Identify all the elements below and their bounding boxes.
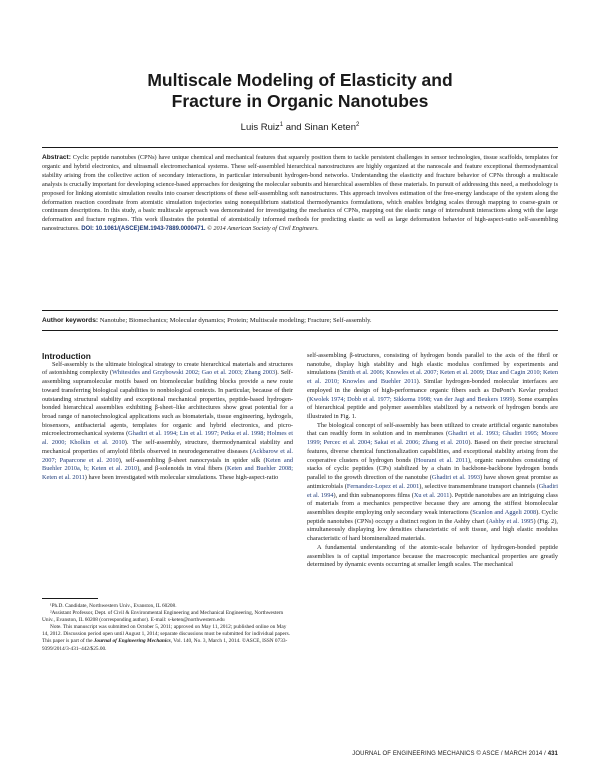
footnote: ¹Ph.D. Candidate, Northwestern Univ., Evanston, IL 60208. [50, 603, 177, 609]
paper-title [60, 70, 540, 112]
left-column [42, 352, 293, 483]
copyright-notice: © 2014 American Society of Civil Engineers. [207, 225, 319, 233]
footnote: ²Assistant Professor, Dept. of Civil & Environmental Engineering and Mechanical Engineering, Northwestern Univ., Evanston, IL 60208 (corresponding author). E-mail: s-keten@northwestern.edu [42, 610, 284, 624]
abstract-top-rule [42, 147, 558, 148]
citation-link[interactable]: Keten and Buehler 2010a, b; Keten et al. 2010 [42, 456, 294, 473]
keywords-label: Author keywords: [42, 317, 99, 324]
right-column [307, 352, 558, 570]
citation-link[interactable]: Whitesides and Grzybowski 2002; Gao et al. 2003; Zhang 2003 [111, 369, 276, 377]
body-paragraph: self-assembling β-structures, consisting of hydrogen bonds parallel to the axis of the fibril or nanotube, display high stability and high elastic modulus confirmed by experiments and simulations (Smith et al. 2006; Knowles et al. 2007; Keten et al. 2009; Diaz and Cagin 2010; Keten et al. 2010; Knowles and Buehler 2011). Similar hydrogen-bonded molecular interfaces are employed in the design of high-performance organic fibers such as DuPont’s Kevlar product (Kwolek 1974; Dobb et al. 1977; Sikkema 1998; van der Jagt and Beukers 1999). Some examples of hierarchical peptide and polymer assemblies stabilized by a network of hydrogen bonds are illustrated in Fig. 1. [307, 352, 558, 421]
page-number: 431 [547, 751, 558, 757]
footnotes [42, 603, 293, 653]
doi-link[interactable]: DOI: 10.1061/(ASCE)EM.1943-7889.0000471. [81, 226, 206, 233]
keywords-bottom-rule [42, 330, 558, 331]
author-affiliation-mark: 1 [279, 122, 284, 128]
citation-link[interactable]: Keten and Buehler 2008; Keten et al. 2011 [42, 465, 294, 482]
journal-footer-text: JOURNAL OF ENGINEERING MECHANICS © ASCE / MARCH 2014 / [352, 751, 546, 757]
author-keywords [42, 316, 558, 325]
author-conjunction: and [285, 122, 302, 134]
citation-link[interactable]: Xu et al. 2011 [413, 491, 450, 499]
citation-link[interactable]: Ashby et al. 1995 [488, 517, 534, 525]
citation-link[interactable]: Smith et al. 2006; Knowles et al. 2007; Keten et al. 2009; Diaz and Cagin 2010; Keten et al. 2010; Knowles and Buehler 2011 [307, 369, 558, 386]
author-name: Sinan Keten [304, 122, 356, 134]
citation-link[interactable]: Fernandez-Lopez et al. 2001 [346, 482, 420, 490]
citation-link[interactable]: Kwolek 1974; Dobb et al. 1977; Sikkema 1998; van der Jagt and Beukers 1999 [309, 395, 513, 403]
body-paragraph: A fundamental understanding of the atomic-scale behavior of hydrogen-bonded peptide assemblies is of capital importance because the macroscopic mechanical properties are greatly determined by dynamic events occurring at smaller length scales. The mechanical [307, 543, 558, 569]
citation-link[interactable]: Ackbarow et al. 2007; Paparcone et al. 2010 [42, 447, 293, 464]
citation-link[interactable]: Ghadiri et al. 1993 [431, 474, 481, 482]
citation-link[interactable]: Ghadiri et al. 1994; Lin et al. 1997; Petka et al. 1998; Holmes et al. 2000; Kholkin et al. 2010 [42, 430, 293, 447]
journal-name: Journal of Engineering Mechanics [93, 638, 171, 645]
citation-link[interactable]: Ghadiri et al. 1993; Ghadiri 1995; Moore 1999; Percec et al. 2004; Sakai et al. 2006; Zhang et al. 2010 [307, 430, 559, 447]
citation-link[interactable]: Scanlon and Aggeli 2008 [472, 508, 537, 516]
keywords-text: Nanotube; Biomechanics; Molecular dynamics; Protein; Multiscale modeling; Fracture; Self-assembly. [99, 317, 372, 324]
page-footer [352, 751, 558, 757]
author-list [60, 122, 540, 133]
abstract-text: Cyclic peptide nanotubes (CPNs) have unique chemical and mechanical features that squarely position them to tackle persistent challenges in sensor technologies, tissue scaffolds, templates for organic and hybrid electronics, and ultrasmall electromechanical systems. These self-assembled hierarchical nanostructures are highly organized at the nanoscale and feature exceptional thermodynamical stability arising from the collective action of secondary interactions, in particular intersubunit hydrogen-bond networks. Understanding the elasticity and fracture behavior of CPNs through a multiscale analysis is crucially important for developing science-based approaches for designing the molecular subunits and hierarchical assemblies of these materials. In pursuit of addressing this need, a methodology is proposed for linking atomistic simulation results into coarser descriptions of these self-assembling soft nanostructures. This approach involves estimation of the free-energy landscape of the system along the deformation reaction coordinate from atomistic simulation trajectories using nonequilibrium statistical thermodynamics formulations, which enables bridging scales through mapping to coarse-grain or continuum descriptions. In this study, a basic multiscale approach was demonstrated for investigating the mechanics of CPNs, mapping out the elastic range of intersubunit interactions along with the large deformation and fracture regimes. This work illustrates the potential of atomistically informed methods for predicting elastic as well as large deformation behavior of high-aspect-ratio self-assembling nanostructures. [42, 154, 559, 233]
author-name: Luis Ruiz [240, 122, 280, 134]
body-paragraph: The biological concept of self-assembly has been utilized to create artificial organic nanotubes that can readily form in solution and in membranes (Ghadiri et al. 1993; Ghadiri 1995; Moore 1999; Percec et al. 2004; Sakai et al. 2006; Zhang et al. 2010). Based on their precise structural features, diverse chemical functionalization capabilities, and exceptional stability arising from the cooperative clusters of hydrogen bonds (Hourani et al. 2011), organic nanotubes consisting of stacks of cyclic peptides (CPs) stabilized by a chain in backbone-backbone hydrogen bonds parallel to the growth direction of the nanotube (Ghadiri et al. 1993) have shown great promise as antimicrobials (Fernandez-Lopez et al. 2001), selective transmembrane transport channels (Ghadiri et al. 1994), and thin subnanopores films (Xu et al. 2011). Peptide nanotubes are an intriguing class of materials from a mechanics perspective because they are among the stiffest biomolecular assemblies despite employing only secondary weak interactions (Scanlon and Aggeli 2008). Cyclic peptide nanotubes (CPNs) occupy a distinct region in the Ashby chart (Ashby et al. 1995) (Fig. 2), simultaneously displaying low densities characteristic of soft tissue, and high elastic modulus characteristic of hard biomineralized materials. [307, 421, 559, 543]
body-paragraph: Self-assembly is the ultimate biological strategy to create hierarchical materials and structures of astonishing complexity (Whitesides and Grzybowski 2002; Gao et al. 2003; Zhang 2003). Self-assembling supramolecular motifs based on biomolecular building blocks provide a new route toward transferring biological capabilities to nonbiological contexts. In particular, because of their outstanding structural stability and exceptional mechanical properties, peptide-based hydrogen-bonded hierarchical assemblies exhibiting β-sheet–like architectures show great potential for a broad range of nanotechnological applications such as biomaterials, tissue engineering, hydrogels, biosensors, antibacterial agents, templates for organic and hybrid electronics, and picro-microelectromechanical systems (Ghadiri et al. 1994; Lin et al. 1997; Petka et al. 1998; Holmes et al. 2000; Kholkin et al. 2010). The self-assembly, structure, thermodynamical stability and mechanical properties of amyloid fibrils observed in neurodegenerative diseases (Ackbarow et al. 2007; Paparcone et al. 2010), self-assembling β-sheet nanocrystals in spider silk (Keten and Buehler 2010a, b; Keten et al. 2010), and β-solenoids in viral fibers (Keten and Buehler 2008; Keten et al. 2011) have been investigated with molecular simulations. These high-aspect-ratio [42, 360, 294, 482]
author-affiliation-mark: 2 [355, 122, 360, 128]
citation-link[interactable]: Ghadiri et al. 1994 [307, 482, 558, 499]
title-line-1: Multiscale Modeling of Elasticity and [147, 70, 453, 90]
footnote-rule [42, 598, 98, 599]
section-heading: Introduction [42, 351, 91, 361]
footnote: Note. This manuscript was submitted on October 5, 2011; approved on May 11, 2012; published online on May 14, 2012. Discussion period open until August 1, 2014; separate discussions must be submitted for individual papers. This paper is part of the Journal of Engineering Mechanics, Vol. 140, No. 3, March 1, 2014. ©ASCE, ISSN 0733-9399/2014/3-431–442/$25.00. [42, 624, 291, 652]
title-line-2: Fracture in Organic Nanotubes [171, 91, 429, 111]
abstract-bottom-rule [42, 310, 558, 311]
citation-link[interactable]: Hourani et al. 2011 [415, 456, 468, 464]
abstract [42, 154, 558, 234]
abstract-label: Abstract: [42, 154, 71, 161]
